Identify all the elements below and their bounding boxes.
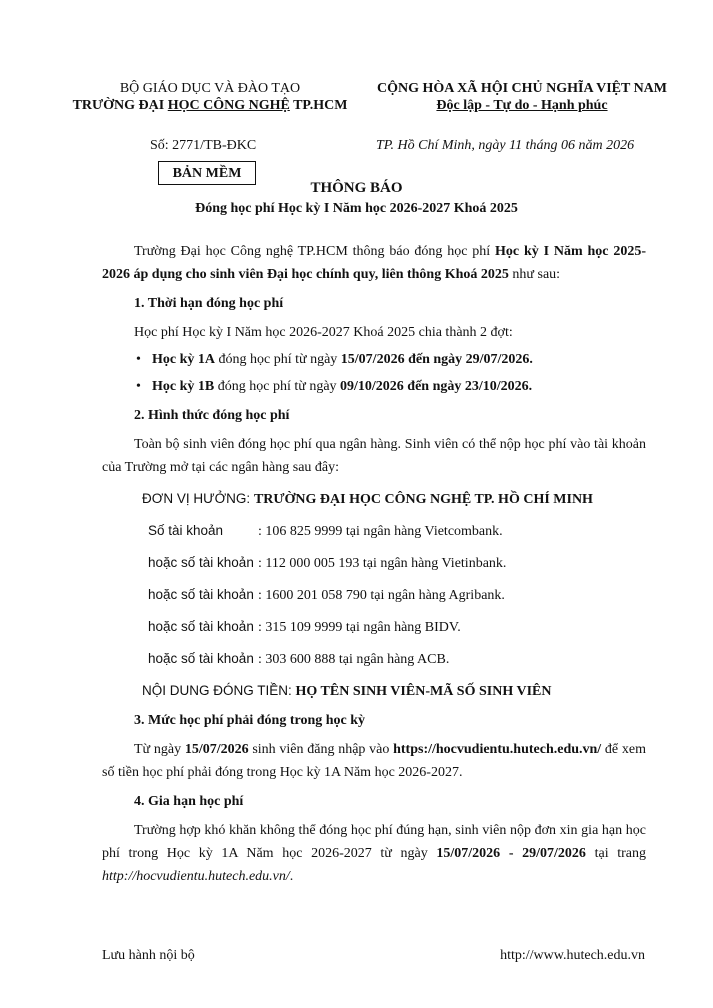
section-2-heading: 2. Hình thức đóng học phí	[134, 408, 290, 423]
account-row: hoặc số tài khoản : 303 600 888 tại ngân hàng ACB.	[148, 651, 450, 667]
intro-paragraph: Trường Đại học Công nghệ TP.HCM thông báo đóng học phí Học kỳ I Năm học 2025-2026 áp dụng cho sinh viên Đại học chính quy, liên thông Khoá 2025 như sau:	[102, 244, 646, 282]
document-body	[102, 240, 646, 888]
ministry-name: BỘ GIÁO DỤC VÀ ĐÀO TẠO	[119, 81, 301, 96]
extension-link[interactable]: http://hocvudientu.hutech.edu.vn/	[102, 869, 290, 884]
account-row: Số tài khoản : 106 825 9999 tại ngân hàng Vietcombank.	[148, 523, 503, 539]
section-3-text: Từ ngày 15/07/2026 sinh viên đăng nhập vào https://hocvudientu.hutech.edu.vn/ để xem số tiền học phí phải đóng trong Học kỳ 1A Năm học 2026-2027.	[102, 742, 646, 780]
section-4-heading: 4. Gia hạn học phí	[134, 794, 244, 809]
document-number: Số: 2771/TB-ĐKC	[150, 138, 257, 153]
beneficiary-line: ĐƠN VỊ HƯỞNG: TRƯỜNG ĐẠI HỌC CÔNG NGHỆ TP. HỒ CHÍ MINH	[142, 491, 593, 507]
list-item: • Học kỳ 1B đóng học phí từ ngày 09/10/2026 đến ngày 23/10/2026.	[102, 375, 646, 398]
country-name: CỘNG HÒA XÃ HỘI CHỦ NGHĨA VIỆT NAM	[376, 81, 667, 96]
issuer-block	[60, 80, 360, 114]
document-title: THÔNG BÁO	[310, 180, 403, 196]
account-row: hoặc số tài khoản : 315 109 9999 tại ngân hàng BIDV.	[148, 619, 461, 635]
list-item: • Học kỳ 1A đóng học phí từ ngày 15/07/2026 đến ngày 29/07/2026.	[102, 348, 646, 371]
payment-content-line: NỘI DUNG ĐÓNG TIỀN: HỌ TÊN SINH VIÊN-MÃ SỐ SINH VIÊN	[142, 683, 552, 699]
national-motto: Độc lập - Tự do - Hạnh phúc	[436, 98, 608, 113]
account-row: hoặc số tài khoản : 112 000 005 193 tại ngân hàng Vietinbank.	[148, 555, 507, 571]
section-4-text: Trường hợp khó khăn không thể đóng học phí đúng hạn, sinh viên nộp đơn xin gia hạn học phí trong Học kỳ 1A Năm học 2026-2027 từ ngày 15/07/2026 - 29/07/2026 tại trang http://hocvudientu.hutech.edu.vn/.	[102, 823, 646, 884]
footer-internal-note: Lưu hành nội bộ	[102, 948, 195, 963]
bullet-icon: •	[136, 379, 141, 394]
section-3-heading: 3. Mức học phí phải đóng trong học kỳ	[134, 713, 366, 728]
dateline: TP. Hồ Chí Minh, ngày 11 tháng 06 năm 2026	[376, 138, 635, 153]
section-1-heading: 1. Thời hạn đóng học phí	[134, 296, 284, 311]
bullet-icon: •	[136, 352, 141, 367]
national-header	[362, 80, 682, 114]
footer-website-link[interactable]: http://www.hutech.edu.vn	[500, 948, 645, 963]
school-name: TRƯỜNG ĐẠI HỌC CÔNG NGHỆ TP.HCM	[72, 98, 348, 113]
soft-copy-stamp: BẢN MỀM	[158, 161, 256, 185]
section-1-text: Học phí Học kỳ I Năm học 2026-2027 Khoá 2025 chia thành 2 đợt:	[134, 325, 513, 340]
document-subtitle: Đóng học phí Học kỳ I Năm học 2026-2027 Khoá 2025	[195, 201, 518, 216]
portal-link[interactable]: https://hocvudientu.hutech.edu.vn/	[393, 742, 602, 757]
section-2-text: Toàn bộ sinh viên đóng học phí qua ngân hàng. Sinh viên có thể nộp học phí vào tài khoản của Trường mở tại các ngân hàng sau đây:	[102, 437, 646, 475]
account-row: hoặc số tài khoản : 1600 201 058 790 tại ngân hàng Agribank.	[148, 587, 505, 603]
